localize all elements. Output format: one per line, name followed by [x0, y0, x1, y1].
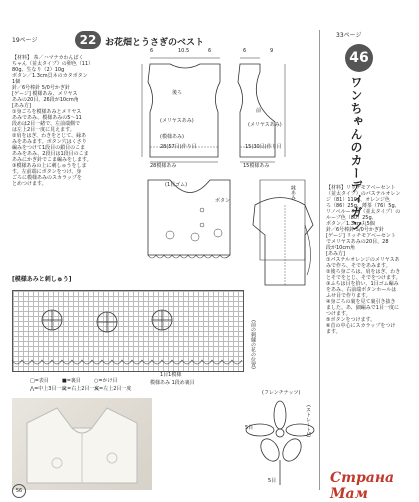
materials-right-line: ふせ目で作ります。: [326, 293, 371, 299]
rib-label: (1目ゴム): [165, 182, 188, 188]
top-measurement-1: 6: [150, 48, 154, 54]
materials-right-line: をあみ、右前端ボタンホールは: [326, 287, 397, 293]
cast-on-front: 15(30目)作り目: [245, 144, 282, 150]
materials-right-line: ます。: [326, 329, 341, 335]
materials-right-line: ボタン／1.3cm丸5個: [326, 221, 375, 227]
materials-left-line: 80g、生なり（2）10g: [12, 67, 65, 73]
chart-title: [模様あみと刺しゅう]: [12, 276, 72, 283]
materials-right-line: 【材料】リッチモアベーセント: [326, 185, 396, 191]
top-measurement-2: 10.5: [178, 48, 190, 54]
materials-right-line: ルーブ色（80）25g、: [326, 215, 377, 221]
materials-left-line: あみをあみ、2段目は1段目のこま: [12, 151, 89, 157]
materials-right-line: ⑥首の中心にスカラップをつけ: [326, 323, 396, 329]
materials-left-line: とめつけます。: [12, 181, 47, 187]
materials-left-line: 針／6号棒針 5/0号かぎ針: [12, 85, 70, 91]
chart-motifs: [12, 290, 242, 370]
materials-right-line: ろ（86）25g、薄茶（76）5g、: [326, 203, 400, 209]
right-page-label: 33ページ: [336, 32, 362, 39]
chart-right-note: (前の刺繍の花の位置): [250, 320, 256, 369]
front-label: 前: [256, 108, 262, 114]
materials-right-line: 段が10cm角: [326, 245, 355, 251]
watermark: Страна Мам: [330, 470, 395, 502]
stockinette-label-back: (メリヤスあみ): [160, 118, 194, 124]
materials-right-line: ④身ごろの裏を見て裏引き抜き: [326, 299, 396, 305]
left-title: お花畑とうさぎのベスト: [105, 38, 205, 48]
legend-purl: ■=裏目: [62, 378, 81, 384]
left-pattern-badge: 22: [75, 31, 101, 49]
left-page-label: 19ページ: [12, 37, 38, 44]
materials-left-line: 編みをつけて1段目の鎖目のこま: [12, 145, 86, 151]
materials-right-line: ⑤ボタンをつけます。: [326, 317, 376, 323]
materials-left-line: [ゲージ] 模様あみ、メリヤス: [12, 91, 78, 97]
chart-bottom-note: 模様あみ 1段め裏目: [150, 380, 195, 386]
materials-left-line: あみにかぎ針でこま編みをします。: [12, 157, 92, 163]
materials-left-line: ごろに模様あみのスカラップを: [12, 175, 82, 181]
materials-right-line: ジ（81）110g、オレンジ色: [326, 197, 390, 203]
top-measurement-4: 6: [243, 48, 247, 54]
materials-right-line: リノベルーチェ（並太タイプ）の: [326, 209, 401, 215]
legend-yo: ○=かけ目: [94, 378, 118, 384]
vest-schematic: [140, 52, 320, 172]
pattern-label-back: (模様あみ): [160, 134, 184, 140]
right-title: ワンちゃんのカーディガン: [349, 76, 363, 232]
materials-left: [12, 55, 134, 187]
materials-left-line: ③模様あみの上に刺しゅうをしま: [12, 163, 87, 169]
flower-left-label: 5目: [245, 425, 254, 431]
materials-left-line: あみであみ、模様あみの5～11: [12, 115, 82, 121]
chart-note: 1目1模様: [160, 372, 182, 378]
materials-right-line: ③ふちは目を拾い、1目ゴム編み: [326, 281, 399, 287]
materials-right-line: とそでをとじ、そでをつけます。: [326, 275, 401, 281]
materials-right-line: [ゲージ] リッチモアベーセント: [326, 233, 396, 239]
materials-right-line: みで作ろ、そでをあみます。: [326, 263, 391, 269]
legend-k2tog: ⋋=左上2目一度: [94, 386, 132, 392]
materials-left-line: 1個: [12, 79, 21, 85]
flower-top-label: (フレンチナッツ): [262, 390, 301, 396]
cardigan-schematic: [245, 195, 320, 355]
back-label: 後ろ: [172, 90, 183, 96]
materials-left-line: あみの20目、26段が10cm角: [12, 97, 79, 103]
bottom-right-label: 15模様あみ: [243, 163, 270, 169]
top-measurement-3: 6: [208, 48, 212, 54]
legend-knit: □=表目: [30, 378, 49, 384]
materials-right-line: ①パステルオレンジのメリヤスあ: [326, 257, 400, 263]
bottom-left-label: 28模様あみ: [150, 163, 177, 169]
materials-right-line: つけます。: [326, 311, 351, 317]
legend-ssk: ⋌=右上2目一度: [62, 386, 100, 392]
materials-right-line: [あみ方]: [326, 251, 345, 257]
materials-left-line: みをあみます。ボタン穴はくさり: [12, 139, 87, 145]
button-label: ボタン: [215, 198, 231, 204]
materials-left-line: 段めは2目一緒で、左前端側で: [12, 121, 81, 127]
materials-left-line: は左上2目一度に見えます。: [12, 127, 75, 133]
page-number: 56: [12, 484, 26, 498]
materials-left-line: ②肩をはぎ、わきをとじて、縁あ: [12, 133, 87, 139]
flower-bottom-label: 5目: [268, 478, 277, 484]
materials-right-line: でメリヤスあみの20目、28: [326, 239, 389, 245]
materials-left-line: ちゃん（並太タイプ）の卵色（11）: [12, 61, 94, 67]
materials-right-line: ②後ろ身ごろは、肩をはぎ、わき: [326, 269, 401, 275]
stockinette-label-front: (メリヤスあみ): [248, 122, 282, 128]
materials-right-line: ました。あ、細編みで1目一度に: [326, 305, 399, 311]
flower-right-label: (ストレートS): [305, 405, 311, 438]
materials-left-line: ボタン／1.3cm貝ネのカタボタン: [12, 73, 88, 79]
vest-photo: [12, 398, 152, 490]
materials-left-line: す。左前端にボタンをつけ、身: [12, 169, 82, 175]
materials-left-line: 【材料】 糸／ハマナカわんぱく: [12, 55, 84, 61]
top-measurement-5: 9: [270, 48, 274, 54]
materials-right: [326, 185, 412, 335]
right-pattern-badge: 46: [345, 44, 373, 72]
materials-right-line: 針／6号棒針 5/0号かぎ針: [326, 227, 384, 233]
materials-right-line: （並太タイプ）のパステルオレン: [326, 191, 401, 197]
materials-left-line: ①身ごろを模様あみとメリヤス: [12, 109, 82, 115]
cast-on-back: 28(57目)作り目: [160, 144, 197, 150]
edge-label: 縁あみ: [290, 185, 296, 200]
materials-left-line: [あみ方]: [12, 103, 31, 109]
legend-cdd: ⋀=中上3目一度: [30, 386, 67, 392]
